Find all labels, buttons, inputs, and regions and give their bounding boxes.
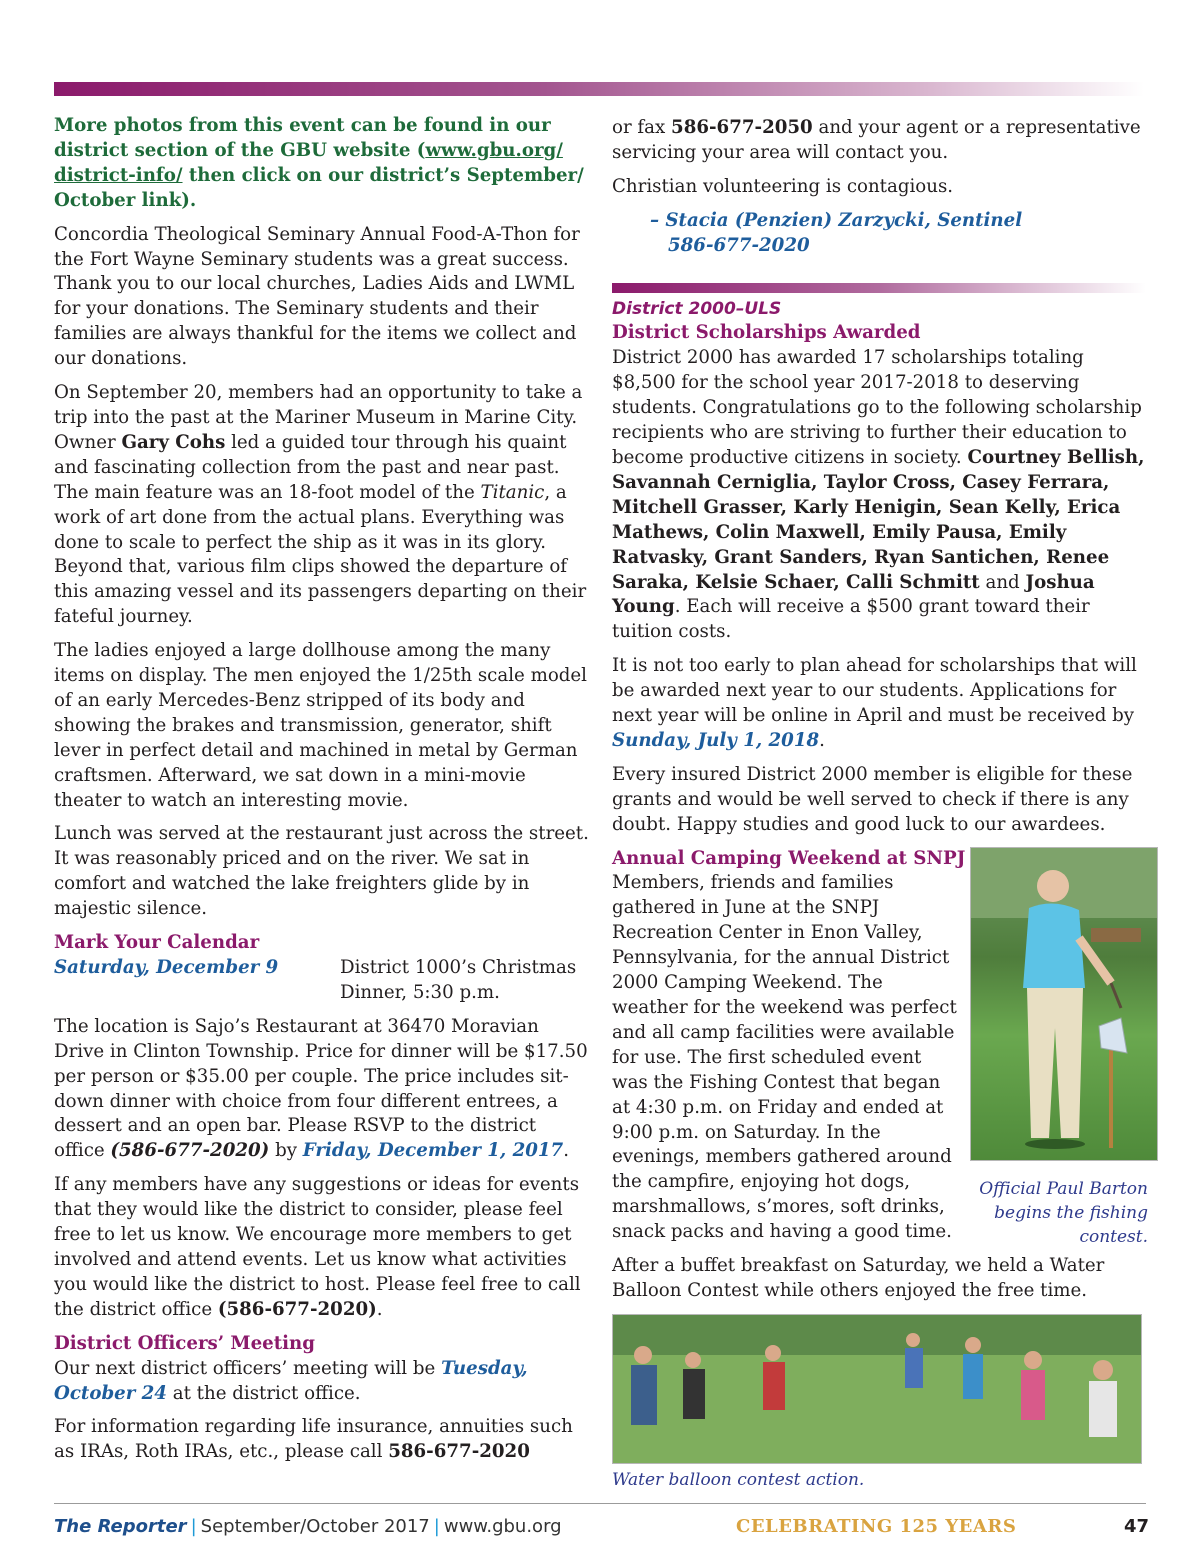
insurance-paragraph: For information regarding life insurance, annuities such as IRAs, Roth IRAs, etc., please call 586-677-2020 <box>54 1416 573 1463</box>
publication-name: The Reporter <box>54 1516 187 1537</box>
lunch-paragraph: Lunch was served at the restaurant just across the street. It was reasonably priced and on the river. We sat in comfort and watched the lake freighters glide by in majestic silence. <box>54 823 589 920</box>
district-info-link[interactable]: www.gbu.org/ district-info/ <box>54 139 563 186</box>
footer-publication-info: The Reporter | September/October 2017 | www.gbu.org <box>54 1516 562 1537</box>
dinner-paragraph: The location is Sajo’s Restaurant at 36470 Moravian Drive in Clinton Township. Price for dinner will be $17.50 per person or $35.00 per couple. The price includes sit-down dinner with choice from four different entrees, a dessert and an open bar. Please RSVP to the district office (586-677-2020) by Friday, December 1, 2017. <box>54 1015 588 1162</box>
volunteering-paragraph: Christian volunteering is contagious. <box>612 175 954 197</box>
right-column <box>612 116 1146 1493</box>
scholarships-heading: District Scholarships Awarded <box>612 322 921 344</box>
camping-section <box>612 847 1146 1246</box>
left-column <box>54 114 592 1474</box>
calendar-event: District 1000’s Christmas Dinner, 5:30 p.m. <box>340 957 577 1003</box>
calendar-date: Saturday, December 9 <box>54 957 279 978</box>
suggestions-paragraph: If any members have any suggestions or ideas for events that they would like the district to consider, please feel free to let us know. We encourage more members to get involved and attend events. Let us know what activities you would like the district to host. Please feel free to call the district office (586-677-2020). <box>54 1174 581 1320</box>
website-link[interactable]: www.gbu.org <box>443 1516 562 1537</box>
water-balloon-caption: Water balloon contest action. <box>612 1469 865 1490</box>
fishing-contest-photo <box>970 847 1158 1161</box>
camping-heading: Annual Camping Weekend at SNPJ <box>612 847 966 869</box>
issue-date: September/October 2017 <box>200 1516 430 1537</box>
water-balloon-photo <box>612 1314 1142 1464</box>
footer-tagline: CELEBRATING 125 YEARS <box>736 1516 1017 1537</box>
camping-paragraph: Members, friends and families gathered in June at the SNPJ Recreation Center in Enon Valley, Pennsylvania, for the annual District 2000 Camping Weekend. The weather for the weekend was perfect and all camp facilities were available for use. The first scheduled event was the Fishing Contest that began at 4:30 p.m. on Friday and ended at 9:00 p.m. on Saturday. In the evenings, members gathered around the campfire, enjoying hot dogs, marshmallows, s’mores, soft drinks, snack packs and having a good time. <box>612 872 957 1243</box>
water-balloon-paragraph: After a buffet breakfast on Saturday, we held a Water Balloon Contest while others enjoyed the free time. <box>612 1255 1105 1301</box>
footer-divider <box>54 1503 1146 1504</box>
section-title: District 2000–ULS <box>612 298 782 319</box>
seminary-paragraph: Concordia Theological Seminary Annual Food-A-Thon for the Fort Wayne Seminary students was a great success. Thank you to our local churches, Ladies Aids and LWML for your donations. The Seminary students and their families are always thankful for the items we collect and our donations. <box>54 223 580 370</box>
top-decorative-bar <box>54 82 1144 96</box>
photos-note: More photos from this event can be found in our district section of the GBU website (www.gbu.org/ district-info/ then click on our district’s September/ October link). <box>54 115 584 211</box>
page-number: 47 <box>1124 1516 1150 1537</box>
officers-meeting-heading: District Officers’ Meeting <box>54 1332 315 1354</box>
calendar-heading: Mark Your Calendar <box>54 932 260 954</box>
fax-paragraph: or fax 586-677-2050 and your agent or a representative servicing your area will contact you. <box>612 117 1141 163</box>
eligibility-paragraph: Every insured District 2000 member is eligible for these grants and would be well served to check if there is any doubt. Happy studies and good luck to our awardees. <box>612 763 1133 835</box>
section-divider-bar <box>612 283 1146 293</box>
scholarships-paragraph: District 2000 has awarded 17 scholarships totaling $8,500 for the school year 2017-2018 to deserving students. Congratulations go to the following scholarship recipients who are striving to further their education to become productive citizens in society. Courtney Bellish, Savannah Cerniglia, Taylor Cross, Casey Ferrara, Mitchell Grasser, Karly Henigin, Sean Kelly, Erica Mathews, Colin Maxwell, Emily Pausa, Emily Ratvasky, Grant Sanders, Ryan Santichen, Renee Saraka, Kelsie Schaer, Calli Schmitt and Joshua Young. Each will receive a $500 grant toward their tuition costs. <box>612 347 1145 643</box>
signature-phone: 586-677-2020 <box>668 234 810 256</box>
officers-meeting-paragraph: Our next district officers’ meeting will be Tuesday, October 24 at the district office. <box>54 1357 528 1404</box>
signature-name: – Stacia (Penzien) Zarzycki, Sentinel <box>650 209 1023 231</box>
dollhouse-paragraph: The ladies enjoyed a large dollhouse among the many items on display. The men enjoyed the 1/25th scale model of an early Mercedes-Benz stripped of its body and showing the brakes and transmission, generator, shift lever in perfect detail and machined in metal by German craftsmen. Afterward, we sat down in a mini-movie theater to watch an interesting movie. <box>54 640 587 811</box>
calendar-entry <box>54 956 592 1006</box>
applications-paragraph: It is not too early to plan ahead for scholarships that will be awarded next year to our students. Applications for next year will be online in April and must be received by Sunday, July 1, 2018. <box>612 655 1137 751</box>
fishing-contest-caption: Official Paul Barton begins the fishing contest. <box>979 1178 1148 1247</box>
museum-paragraph: On September 20, members had an opportunity to take a trip into the past at the Mariner Museum in Marine City. Owner Gary Cohs led a guided tour through his quaint and fascinating collection from the past and near past. The main feature was an 18-foot model of the Titanic, a work of art done from the actual plans. Everything was done to scale to perfect the ship as it was in its glory. Beyond that, various film clips showed the departure of this amazing vessel and its passengers departing on their fateful journey. <box>54 382 587 628</box>
